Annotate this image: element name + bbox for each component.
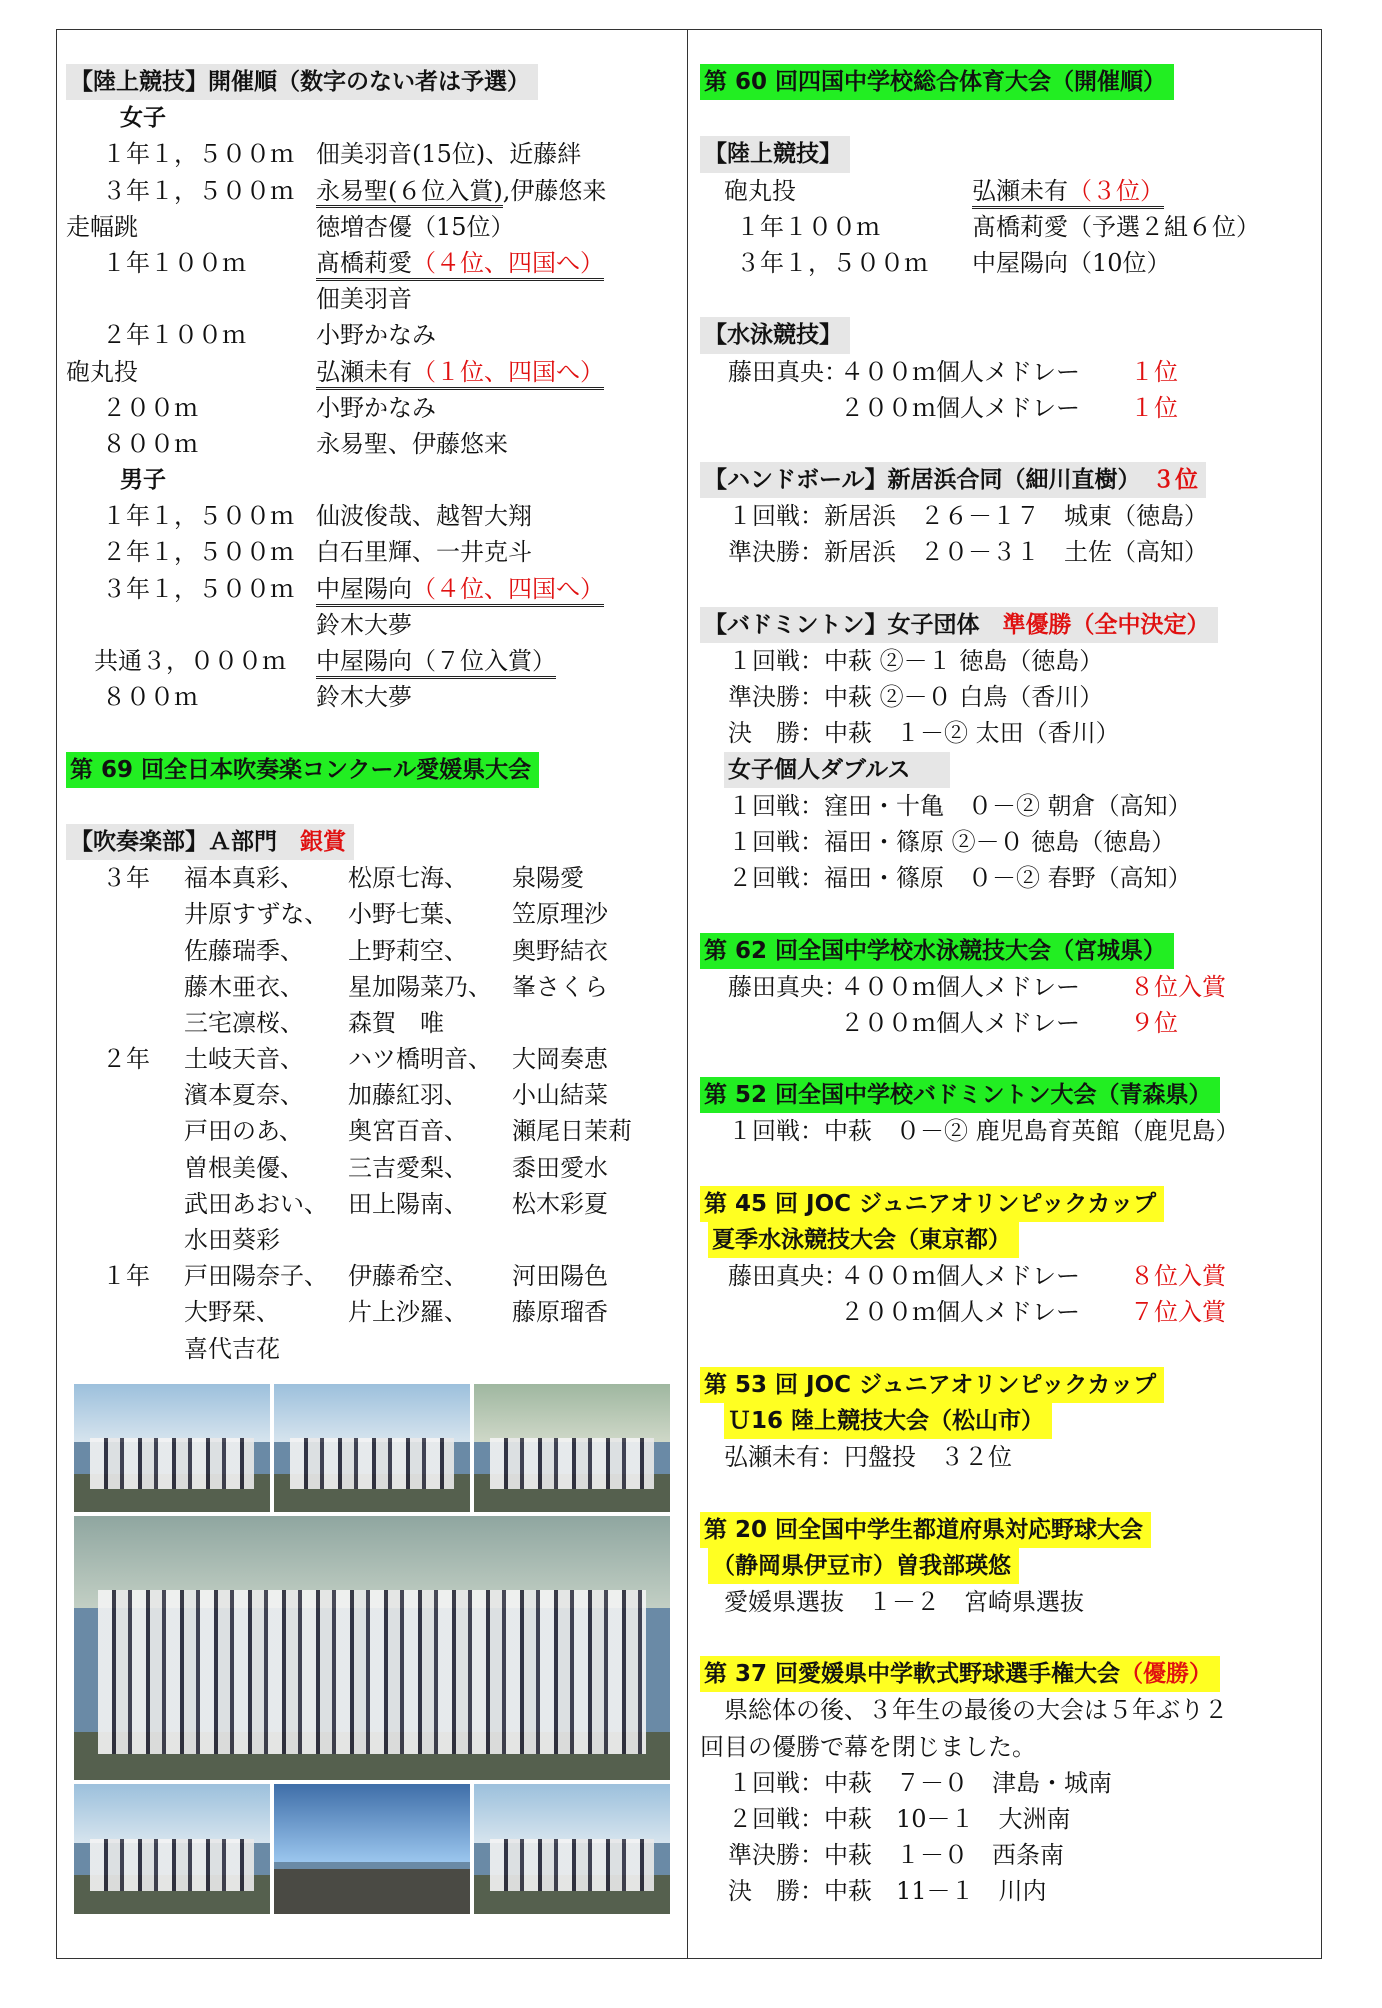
result-row: １回戦：福田・篠原 ②－０ 徳島（徳島） (728, 827, 1176, 856)
grade-label (66, 1186, 184, 1222)
band-photo (474, 1784, 670, 1914)
handball-header: 【ハンドボール】新居浜合同（細川直樹） (704, 467, 1130, 494)
swim-header: 【水泳競技】 (700, 317, 850, 353)
result-row: 準決勝：新居浜 ２０－３１ 土佐（高知） (728, 538, 1208, 567)
member-row (66, 1113, 678, 1149)
member-row (66, 1186, 678, 1222)
handball-result: ３位 (1152, 467, 1199, 494)
member-name: 福本真彩、 (184, 864, 304, 893)
grade-label: １年 (102, 1262, 150, 1291)
result-row: 愛媛県選抜 １－２ 宮崎県選抜 (724, 1587, 1084, 1616)
member-name: 笠原理沙 (512, 900, 608, 929)
member-name: 戸田陽奈子、 (184, 1262, 328, 1291)
member-name: 奥宮百音、 (348, 1117, 468, 1146)
result-row: １回戦：中萩 ②－１ 徳島（徳島） (728, 647, 1104, 675)
member-name: 奥野結衣 (512, 936, 608, 965)
member-name: 黍田愛水 (512, 1153, 608, 1182)
member-name: 森賀 唯 (348, 1008, 444, 1037)
member-name: 松木彩夏 (512, 1189, 608, 1218)
result-row: 藤田真央： ４００ｍ個人メドレー ８位入賞 (728, 1262, 1226, 1291)
column-divider (687, 29, 688, 1959)
paragraph-line: 県総体の後、３年生の最後の大会は５年ぶり２ (724, 1696, 1228, 1725)
result-row: １回戦：中萩 ７－０ 津島・城南 (728, 1768, 1112, 1797)
member-name: 曽根美優、 (184, 1153, 304, 1182)
band-contest-title: 第 69 回全日本吹奏楽コンクール愛媛県大会 (66, 752, 539, 788)
member-row (66, 1005, 678, 1041)
member-row (66, 1041, 678, 1077)
member-name: ハツ橋明音、 (348, 1045, 492, 1074)
result-row: １回戦：窪田・十亀 ０－② 朝倉（高知） (728, 791, 1192, 820)
member-name: 濱本夏奈、 (184, 1081, 304, 1110)
national-badminton-title: 第 52 回全国中学校バドミントン大会（青森県） (700, 1077, 1220, 1113)
badminton-result: 準優勝（全中決定） (1002, 611, 1210, 638)
shikoku-athletics-header: 【陸上競技】 (700, 136, 850, 172)
grade-label (66, 1113, 184, 1149)
result-row: 藤田真央： ４００ｍ個人メドレー １位 (728, 357, 1178, 386)
member-name: 星加陽菜乃、 (348, 972, 492, 1001)
member-row (66, 860, 678, 896)
member-name: 井原すずな、 (184, 900, 329, 929)
band-photo (74, 1784, 270, 1914)
result-row: ２００ｍ個人メドレー ９位 (840, 1008, 1178, 1037)
joc-swim-subtitle: 夏季水泳競技大会（東京都） (708, 1222, 1019, 1258)
member-row (66, 969, 678, 1005)
joc-athletics-title: 第 53 回 JOC ジュニアオリンピックカップ (700, 1367, 1164, 1403)
member-name: 加藤紅羽、 (348, 1081, 468, 1110)
member-name (348, 1222, 512, 1258)
member-row (66, 896, 678, 932)
member-name: 田上陽南、 (348, 1189, 468, 1218)
badminton-header: 【バドミントン】女子団体 (704, 611, 980, 638)
paragraph-line: 回目の優勝で幕を閉じました。 (700, 1732, 1036, 1761)
result-row: 準決勝：中萩 １－０ 西条南 (728, 1841, 1064, 1870)
member-name: 片上沙羅、 (348, 1298, 468, 1327)
result-row: ３年１，５００ｍ 中屋陽向（４位、四国へ） (66, 571, 678, 607)
result-row: １回戦：中萩 ０－② 鹿児島育英館（鹿児島） (728, 1117, 1240, 1146)
result-row: 砲丸投 弘瀬未有（３位） (700, 173, 1310, 209)
result-row: ２年１００ｍ 小野かなみ (102, 321, 436, 350)
member-row (66, 1294, 678, 1330)
grade-label (66, 1077, 184, 1113)
member-name: 武田あおい、 (184, 1189, 328, 1218)
result-row: 決 勝：中萩 11－１ 川内 (728, 1877, 1047, 1906)
result-row: ３年１，５００ｍ 永易聖(６位入賞),伊藤悠来 (66, 173, 678, 209)
result-row: 鈴木大夢 (316, 610, 412, 639)
member-name: 伊藤希空、 (348, 1262, 468, 1291)
member-name: 藤原瑠香 (512, 1298, 608, 1327)
result-row: 砲丸投 弘瀬未有（１位、四国へ） (66, 354, 678, 390)
member-name: 泉陽愛 (512, 864, 584, 893)
band-group-photo (74, 1516, 670, 1780)
result-row: １回戦：新居浜 ２６－１７ 城東（徳島） (728, 502, 1208, 531)
member-name: 小山結菜 (512, 1081, 608, 1110)
member-name (512, 1005, 676, 1041)
result-row: 準決勝：中萩 ②－０ 白鳥（香川） (728, 683, 1104, 712)
grade-label (66, 1222, 184, 1258)
left-column (66, 64, 678, 1367)
joc-athletics-subtitle: Ｕ16 陸上競技大会（松山市） (724, 1403, 1052, 1439)
band-photo (274, 1784, 470, 1914)
member-name: 土岐天音、 (184, 1045, 304, 1074)
member-name: 戸田のあ、 (184, 1117, 304, 1146)
girls-label: 女子 (120, 105, 166, 132)
result-row: 走幅跳 徳増杏優（15位） (66, 212, 515, 241)
result-row: 決 勝：中萩 １－② 太田（香川） (728, 719, 1120, 748)
grade-label: ３年 (102, 864, 150, 893)
result-row: １年１００ｍ 髙橋莉愛（４位、四国へ） (66, 245, 678, 281)
member-name: 三宅凛桜、 (184, 1008, 304, 1037)
result-row: ２年１，５００ｍ 白石里輝、一井克斗 (102, 538, 532, 567)
member-row (66, 1222, 678, 1258)
member-name (512, 1331, 676, 1367)
member-name: 峯さくら (512, 972, 608, 1001)
band-photo (74, 1384, 270, 1512)
band-photo (474, 1384, 670, 1512)
member-name: 大岡奏恵 (512, 1045, 608, 1074)
member-name: 河田陽色 (512, 1262, 608, 1291)
result-row: ２００ｍ個人メドレー １位 (840, 393, 1178, 422)
band-award: 銀賞 (300, 828, 346, 855)
grade-label (66, 969, 184, 1005)
member-row (66, 1331, 678, 1367)
baseball-title: 第 20 回全国中学生都道府県対応野球大会 (700, 1512, 1151, 1548)
member-row (66, 1150, 678, 1186)
photo-collage (74, 1384, 670, 1914)
result-row: ２回戦：中萩 10－１ 大洲南 (728, 1805, 1071, 1833)
pref-baseball-result: （優勝） (1120, 1661, 1213, 1688)
boys-label: 男子 (120, 467, 166, 494)
athletics-header: 【陸上競技】開催順（数字のない者は予選） (66, 64, 538, 100)
grade-label (66, 896, 184, 932)
shikoku-title: 第 60 回四国中学校総合体育大会（開催順） (700, 64, 1174, 100)
result-row: １年１，５００ｍ 佃美羽音(15位)、近藤絆 (102, 140, 582, 169)
result-row: １年１００ｍ 髙橋莉愛（予選２組６位） (736, 212, 1260, 241)
member-name: 佐藤瑞季、 (184, 936, 304, 965)
pref-baseball-title: 第 37 回愛媛県中学軟式野球選手権大会 (704, 1661, 1121, 1688)
member-row (66, 1258, 678, 1294)
member-name: 三吉愛梨、 (348, 1153, 468, 1182)
grade-label (66, 1005, 184, 1041)
member-name: 瀬尾日茉莉 (512, 1117, 632, 1146)
grade-label (66, 1294, 184, 1330)
member-name: 水田葵彩 (184, 1226, 280, 1254)
result-row: １年１，５００ｍ 仙波俊哉、越智大翔 (102, 502, 532, 531)
grade-label: ２年 (102, 1045, 150, 1074)
result-row: 弘瀬未有：円盤投 ３２位 (724, 1443, 1012, 1472)
member-row (66, 933, 678, 969)
joc-swim-title: 第 45 回 JOC ジュニアオリンピックカップ (700, 1186, 1164, 1222)
result-row: 共通３，０００ｍ 中屋陽向（７位入賞） (66, 643, 678, 679)
doubles-label: 女子個人ダブルス (724, 752, 950, 788)
member-name (348, 1331, 512, 1367)
member-name: 上野莉空、 (348, 936, 468, 965)
result-row: ８００ｍ 鈴木大夢 (102, 683, 412, 712)
member-name: 喜代吉花 (184, 1334, 280, 1363)
result-row: ２回戦：福田・篠原 ０－② 春野（高知） (728, 864, 1192, 893)
member-name: 藤木亜衣、 (184, 972, 304, 1001)
band-members (66, 860, 678, 1367)
band-photo (274, 1384, 470, 1512)
result-row: 佃美羽音 (316, 285, 412, 314)
member-name: 松原七海、 (348, 864, 468, 893)
result-row: ３年１，５００ｍ 中屋陽向（10位） (736, 248, 1171, 277)
member-name (512, 1222, 676, 1258)
member-row (66, 1077, 678, 1113)
result-row: ２００ｍ 小野かなみ (102, 393, 436, 422)
result-row: 藤田真央： ４００ｍ個人メドレー ８位入賞 (728, 972, 1226, 1001)
grade-label (66, 933, 184, 969)
result-row: ８００ｍ 永易聖、伊藤悠来 (102, 429, 508, 458)
grade-label (66, 1150, 184, 1186)
member-name: 小野七葉、 (348, 900, 468, 929)
member-name: 大野栞、 (184, 1298, 280, 1327)
baseball-subtitle: （静岡県伊豆市）曽我部瑛悠 (708, 1548, 1019, 1584)
national-swim-title: 第 62 回全国中学校水泳競技大会（宮城県） (700, 933, 1174, 969)
result-row: ２００ｍ個人メドレー ７位入賞 (840, 1298, 1226, 1327)
right-column (700, 64, 1310, 1910)
band-header: 【吹奏楽部】Ａ部門 (70, 828, 277, 855)
grade-label (66, 1331, 184, 1367)
